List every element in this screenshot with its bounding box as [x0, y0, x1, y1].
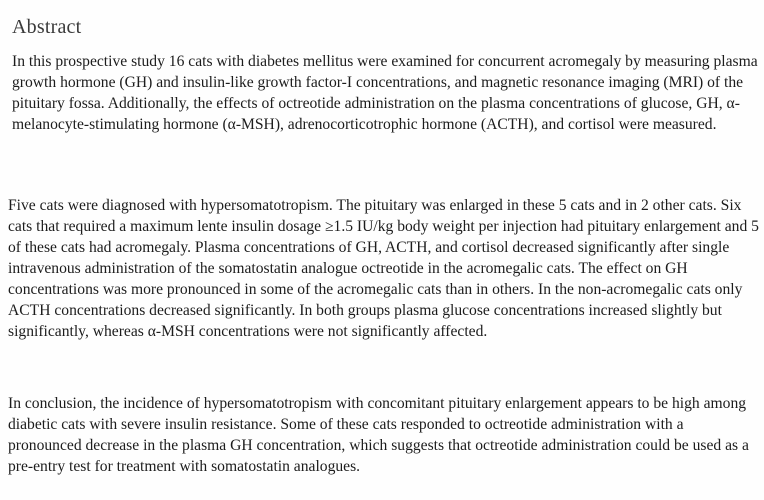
abstract-heading: Abstract — [12, 16, 82, 38]
abstract-paragraph-1: In this prospective study 16 cats with diabetes mellitus were examined for concurrent acromegaly by measuring plasma growth hormone (GH) and insulin-like growth factor-I concentrations, and magnetic resonance imaging (MRI) of the pituitary fossa. Additionally, the effects of octreotide administration on the plasma concentrations of glucose, GH, α-melanocyte-stimulating hormone (α-MSH), adrenocorticotrophic hormone (ACTH), and cortisol were measured. — [12, 53, 758, 133]
abstract-paragraph-2: Five cats were diagnosed with hypersomatotropism. The pituitary was enlarged in these 5 cats and in 2 other cats. Six cats that required a maximum lente insulin dosage ≥1.5 IU/kg body weight per injection had pituitary enlargement and 5 of these cats had acromegaly. Plasma concentrations of GH, ACTH, and cortisol decreased significantly after single intravenous administration of the somatostatin analogue octreotide in the acromegalic cats. The effect on GH concentrations was more pronounced in some of the acromegalic cats than in others. In the non-acromegalic cats only ACTH concentrations decreased significantly. In both groups plasma glucose concentrations increased slightly but significantly, whereas α-MSH concentrations were not significantly affected. — [8, 197, 759, 340]
abstract-paragraph-3: In conclusion, the incidence of hypersomatotropism with concomitant pituitary enlargement appears to be high among diabetic cats with severe insulin resistance. Some of these cats responded to octreotide administration with a pronounced decrease in the plasma GH concentration, which suggests that octreotide administration could be used as a pre-entry test for treatment with somatostatin analogues. — [8, 395, 749, 475]
